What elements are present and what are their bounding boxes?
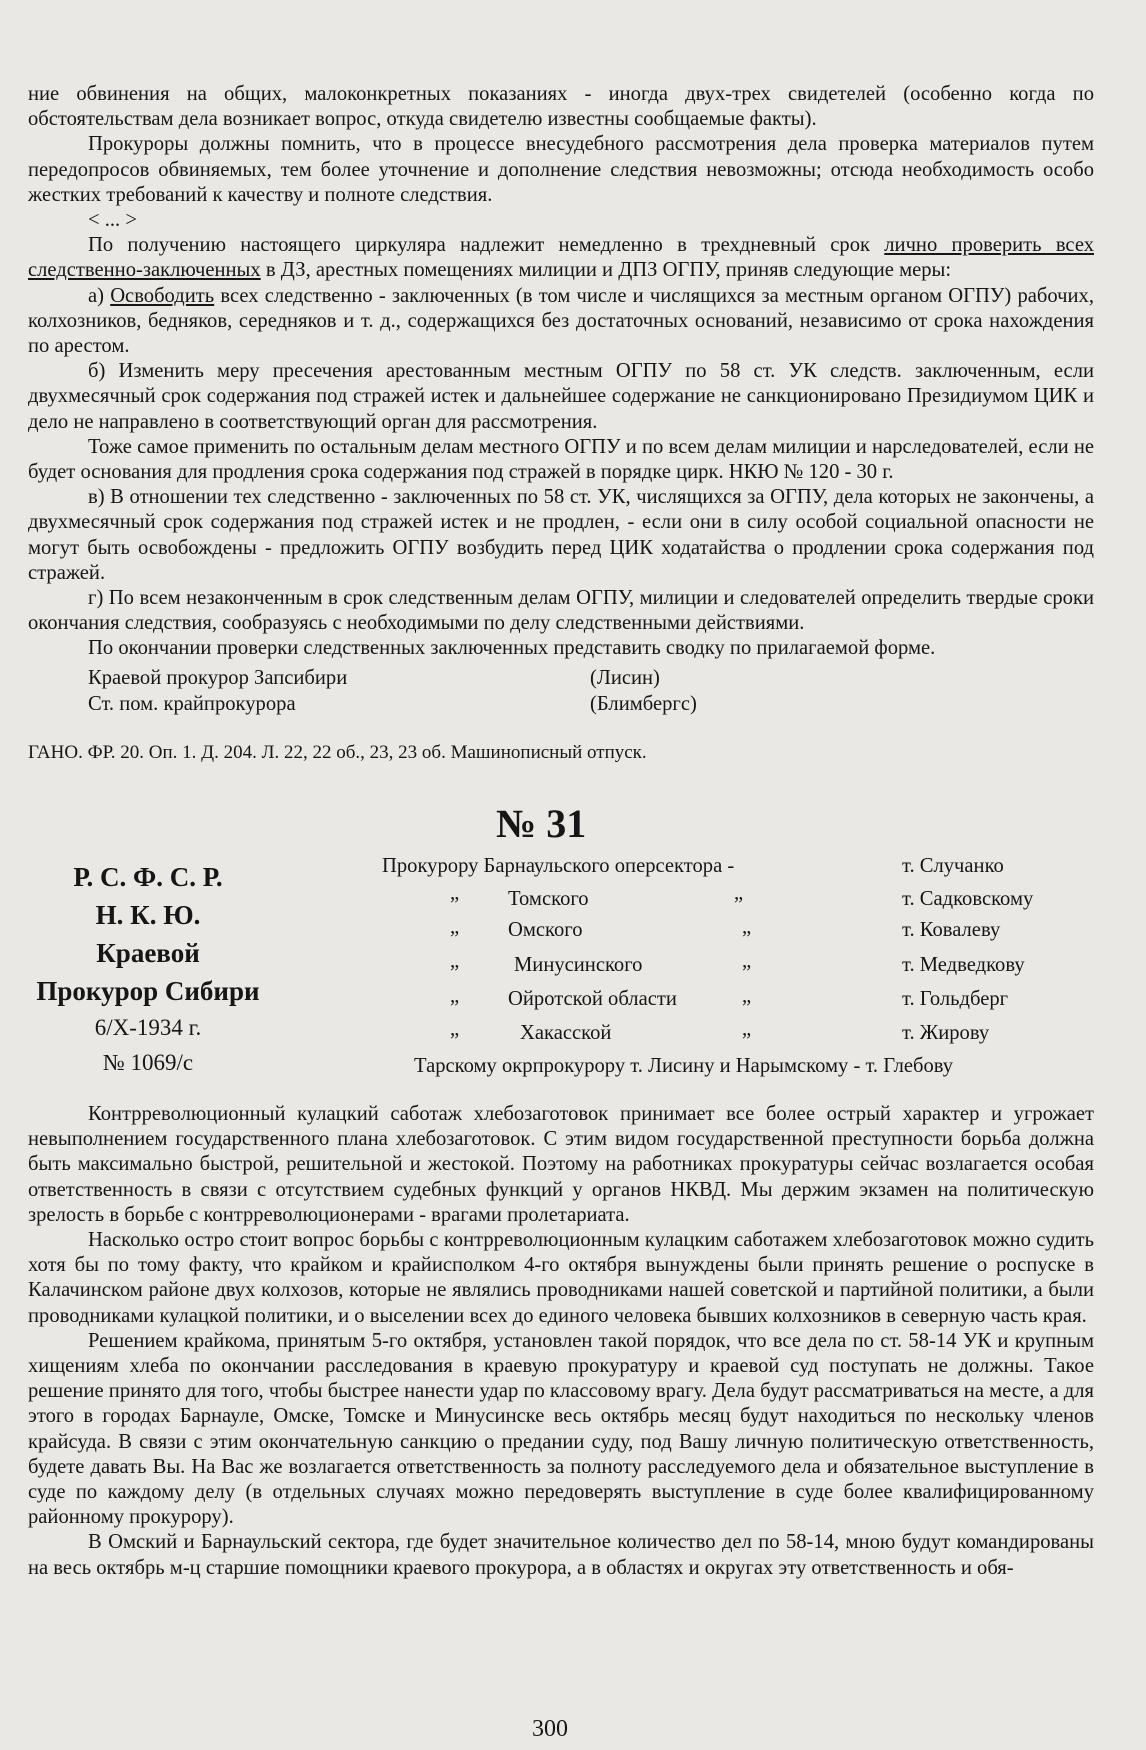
- addressee-prefix: Прокурору Барнаульского оперсектора -: [382, 855, 735, 877]
- paragraph: Прокуроры должны помнить, что в процессе внесудебного рассмотрения дела проверка материалов путем передопросов обвиняемых, тем более уточнение и дополнение следствия невозможны; отсюда необходимость особо жестких требований к качеству и полноте следствия.: [28, 133, 1094, 206]
- ditto-mark: „: [450, 950, 460, 972]
- letterhead-line: Краевой: [96, 938, 200, 968]
- signature-name: (Блимбергс): [590, 692, 697, 715]
- signatures: [88, 666, 697, 717]
- addressee-person: т. Садковскому: [902, 888, 1034, 910]
- paragraph-b: б) Изменить меру пресечения арестованным местным ОГПУ по 58 ст. УК следств. заключенным, если двухмесячный срок содержания под стражей истек и дальнейшее содержание не санкционировано Президиумом ЦИК и дело не направлено в соответствующий орган для рассмотрения.: [28, 360, 1094, 433]
- addressee-place: Ойротской области: [508, 988, 677, 1010]
- paragraph-g: г) По всем незаконченным в срок следственным делам ОГПУ, милиции и следователей определить твердые сроки окончания следствия, сообразуясь с необходимыми по делу следственными действиями.: [28, 587, 1094, 635]
- paragraph: Насколько остро стоит вопрос борьбы с контрреволюционным кулацким саботажем хлебозаготовок можно судить хотя бы по тому факту, что крайком и крайисполком 4-го октября вынуждены были принять решение о роспуске в Калачинском районе двух колхозов, которые не являлись проводниками нашей советской и партийной политики, а были проводниками кулацкой политики, и о выселении всех до единого человека бывших колхозников в северную часть края.: [28, 1229, 1094, 1327]
- ditto-mark: „: [450, 916, 460, 938]
- archive-source: ГАНО. ФР. 20. Оп. 1. Д. 204. Л. 22, 22 об., 23, 23 об. Машинописный отпуск.: [28, 742, 647, 763]
- addressee-person: т. Гольдберг: [902, 988, 1009, 1010]
- addressee-person: т. Случанко: [902, 855, 1004, 877]
- underlined-text: Освободить: [110, 284, 215, 307]
- paragraph-a: а) Освободить всех следственно - заключенных (в том числе и числящихся за местным органом ОГПУ) рабочих, колхозников, бедняков, середняков и т. д., содержащихся без достаточных оснований, независимо от срока нахождения по арестом.: [28, 284, 1094, 358]
- underlined-text: лично проверить всех следственно-заключенных: [28, 234, 1094, 282]
- paragraph: По получению настоящего циркуляра надлежит немедленно в трехдневный срок лично проверить всех следственно-заключенных в ДЗ, арестных помещениях милиции и ДПЗ ОГПУ, приняв следующие меры:: [28, 234, 1094, 282]
- paragraph-v: в) В отношении тех следственно - заключенных по 58 ст. УК, числящихся за ОГПУ, дела которых не закончены, а двухмесячный срок содержания под стражей истек и не продлен, - если они в силу особой социальной опасности не могут быть освобождены - предложить ОГПУ возбудить перед ЦИК ходатайства о продлении срока содержания под стражей.: [28, 486, 1094, 584]
- paragraph: По окончании проверки следственных заключенных представить сводку по прилагаемой форме.: [88, 637, 936, 660]
- ditto-mark: „: [742, 1018, 752, 1040]
- ditto-mark: „: [450, 882, 460, 904]
- letterhead-line: Н. К. Ю.: [95, 900, 201, 930]
- ditto-mark: „: [742, 950, 752, 972]
- letterhead-line: Р. С. Ф. С. Р.: [73, 862, 223, 892]
- addressee-person: т. Ковалеву: [902, 919, 1001, 941]
- signature-row: [88, 692, 697, 718]
- signature-row: [88, 666, 697, 692]
- letter-body: [28, 1102, 1094, 1581]
- addressee-place: Томского: [508, 888, 589, 910]
- addressee-place: Хакасской: [520, 1022, 612, 1044]
- ditto-mark: „: [742, 916, 752, 938]
- ditto-mark: „: [734, 882, 744, 904]
- addressee-person: т. Жирову: [902, 1022, 990, 1044]
- paragraph: В Омский и Барнаульский сектора, где будет значительное количество дел по 58-14, мною будут командированы на весь октябрь м-ц старшие помощники краевого прокурора, а в областях и округах эту ответственность и обя-: [28, 1531, 1094, 1579]
- addressee-place: Омского: [508, 919, 583, 941]
- document-number: № 31: [496, 801, 587, 846]
- signature-title: Ст. пом. крайпрокурора: [88, 692, 296, 715]
- letterhead-number: № 1069/с: [102, 1050, 194, 1075]
- letterhead-line: Прокурор Сибири: [36, 976, 260, 1006]
- paragraph: Решением крайкома, принятым 5-го октября, установлен такой порядок, что все дела по ст. 58-14 УК и крупным хищениям хлеба по окончании расследования в краевую прокуратуру и краевой суд поступать не должны. Такое решение принято для того, чтобы быстрее нанести удар по классовому врагу. Дела будут рассматриваться на месте, а для этого в городах Барнауле, Омске, Томске и Минусинске весь октябрь месяц будут находиться по нескольку членов крайсуда. В связи с этим окончательную санкцию о предании суду, под Вашу личную политическую ответственность, будете давать Вы. На Вас же возлагается ответственность за полноту расследуемого дела и обязательное выступление в суде по каждому делу (в отдельных случаях можно передоверять выступление в суде более квалифицированному районному прокурору).: [28, 1329, 1094, 1529]
- paragraph: Контрреволюционный кулацкий саботаж хлебозаготовок принимает все более острый характер и угрожает невыполнением государственного плана хлебозаготовок. С этим видом государственной преступности борьба должна быть максимально быстрой, решительной и жестокой. Поэтому на работниках прокуратуры сейчас возлагается особая ответственность в связи с отсутствием судебных функций у органов НКВД. Мы держим экзамен на политическую зрелость в борьбе с контрреволюционерами - врагами пролетариата.: [28, 1103, 1094, 1226]
- ditto-mark: „: [742, 985, 752, 1007]
- circular-text: [28, 82, 1094, 662]
- signature-name: (Лисин): [590, 667, 660, 689]
- ditto-mark: „: [450, 1018, 460, 1040]
- letterhead: [28, 858, 268, 1080]
- addressee-place: Минусинского: [514, 954, 643, 976]
- addressee-last-line: Тарскому окрпрокурору т. Лисину и Нарымскому - т. Глебову: [414, 1055, 954, 1077]
- paragraph: Тоже самое применить по остальным делам местного ОГПУ и по всем делам милиции и нарследователей, если не будет основания для продления срока содержания под стражей в порядке цирк. НКЮ № 120 - 30 г.: [28, 435, 1094, 484]
- ellipsis: < ... >: [88, 209, 137, 232]
- ditto-mark: „: [450, 985, 460, 1007]
- letterhead-date: 6/Х-1934 г.: [94, 1015, 202, 1040]
- paragraph: ние обвинения на общих, малоконкретных показаниях - иногда двух-трех свидетелей (особенно когда по обстоятельствам дела возникает вопрос, откуда свидетелю известны сообщаемые факты).: [28, 83, 1094, 131]
- signature-title: Краевой прокурор Запсибири: [88, 667, 348, 689]
- page-number: 300: [532, 1716, 568, 1742]
- addressee-person: т. Медведкову: [902, 954, 1025, 976]
